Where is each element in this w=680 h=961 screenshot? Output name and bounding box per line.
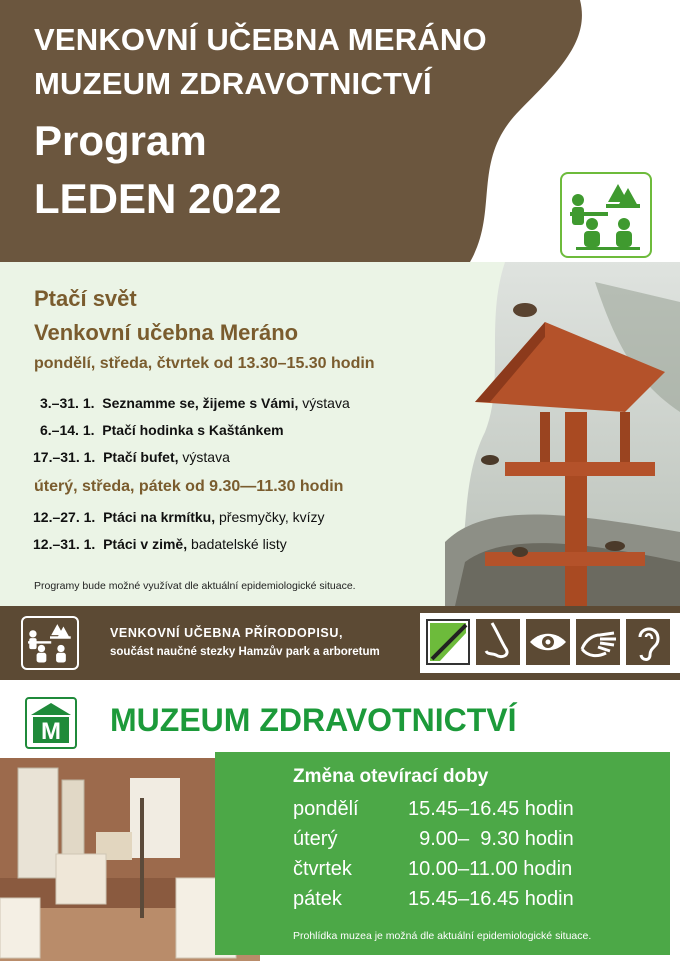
ear-icon	[626, 619, 670, 665]
epidemic-note: Programy bude možné využívat dle aktuální epidemiologické situace.	[34, 580, 356, 592]
hours-time: 9.00– 9.30 hodin	[408, 828, 574, 850]
zrak-logo-icon	[426, 619, 470, 665]
outdoor-classroom-logo	[560, 172, 652, 258]
museum-note: Prohlídka muzea je možná dle aktuální epidemiologické situace.	[293, 930, 592, 942]
museum-logo-letter: M	[41, 718, 61, 745]
bird-world-title: Ptačí svět	[34, 286, 137, 311]
hours-day: pátek	[293, 888, 342, 910]
event-note: badatelské listy	[187, 536, 287, 552]
classroom-bar-logo	[21, 616, 79, 670]
nose-icon	[476, 619, 520, 665]
classroom-icon	[23, 618, 77, 668]
event-note: přesmyčky, kvízy	[215, 509, 325, 525]
event-note: výstava	[298, 395, 350, 411]
classroom-icon	[562, 174, 650, 256]
event-name: Ptačí hodinka s Kaštánkem	[102, 422, 284, 438]
hand-icon	[576, 619, 620, 665]
event-row	[40, 395, 350, 411]
header-title-block	[34, 18, 487, 228]
hours-time: 15.45–16.45 hodin	[408, 888, 574, 910]
event-name: Ptáci na krmítku,	[103, 509, 216, 525]
classroom-bar	[0, 606, 680, 680]
event-date: 6.–14. 1.	[40, 422, 95, 438]
hours-day: čtvrtek	[293, 858, 352, 880]
bird-feeder-photo	[445, 262, 680, 606]
header-program: Program	[34, 117, 207, 164]
event-date: 12.–27. 1.	[33, 509, 96, 525]
header	[0, 0, 680, 262]
museum-logo	[25, 697, 77, 749]
hours-time: 10.00–11.00 hodin	[408, 858, 573, 880]
museum-title: MUZEUM ZDRAVOTNICTVÍ	[110, 702, 517, 738]
opening-hours-title: Změna otevírací doby	[293, 766, 489, 787]
bird-world-subtitle: Venkovní učebna Meráno	[34, 320, 299, 345]
event-row	[33, 449, 230, 465]
museum-m-icon	[27, 699, 75, 747]
event-name: Ptačí bufet,	[103, 449, 179, 465]
event-row	[40, 422, 284, 438]
event-note: výstava	[178, 449, 230, 465]
eye-icon	[526, 619, 570, 665]
schedule-1: pondělí, středa, čtvrtek od 13.30–15.30 hodin	[34, 355, 375, 372]
hours-day: pondělí	[293, 798, 359, 820]
event-row	[33, 536, 287, 552]
senses-strip	[420, 613, 680, 673]
event-name: Seznamme se, žijeme s Vámi,	[102, 395, 299, 411]
event-date: 3.–31. 1.	[40, 395, 95, 411]
classroom-bar-subtitle: součást naučné stezky Hamzův park a arboretum	[110, 646, 380, 658]
header-line2: MUZEUM ZDRAVOTNICTVÍ	[34, 66, 432, 101]
opening-hours-panel	[215, 752, 670, 955]
hours-day: úterý	[293, 828, 338, 850]
header-month: LEDEN 2022	[34, 175, 282, 222]
event-date: 17.–31. 1.	[33, 449, 96, 465]
bird-world-section	[0, 262, 680, 606]
classroom-bar-title: VENKOVNÍ UČEBNA PŘÍRODOPISU,	[110, 626, 344, 640]
event-name: Ptáci v zimě,	[103, 536, 188, 552]
schedule-2: úterý, středa, pátek od 9.30—11.30 hodin	[34, 478, 344, 495]
header-line1: VENKOVNÍ UČEBNA MERÁNO	[34, 22, 487, 57]
event-date: 12.–31. 1.	[33, 536, 96, 552]
event-row	[33, 509, 325, 525]
hours-time: 15.45–16.45 hodin	[408, 798, 574, 820]
